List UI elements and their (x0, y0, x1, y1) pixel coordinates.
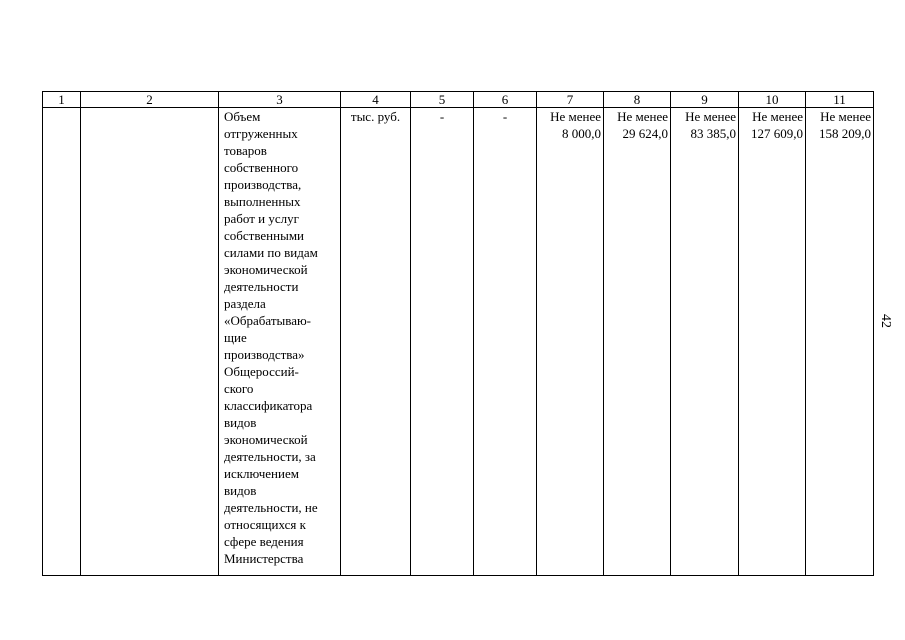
header-cell-7: 7 (537, 92, 604, 108)
header-row (43, 92, 874, 108)
header-cell-5: 5 (411, 92, 474, 108)
target-value-cell-8 (604, 108, 671, 576)
value-amount: 127 609,0 (751, 126, 803, 141)
value-prefix: Не менее (820, 109, 871, 124)
header-cell-10: 10 (739, 92, 806, 108)
target-value-cell-10 (739, 108, 806, 576)
header-cell-4: 4 (341, 92, 411, 108)
base-value-cell-6: - (474, 108, 537, 576)
value-prefix: Не менее (752, 109, 803, 124)
value-amount: 83 385,0 (690, 126, 736, 141)
header-cell-1: 1 (43, 92, 81, 108)
value-prefix: Не менее (685, 109, 736, 124)
table-row (43, 108, 874, 576)
value-amount: 8 000,0 (562, 126, 601, 141)
header-cell-3: 3 (219, 92, 341, 108)
row-number-cell (43, 108, 81, 576)
header-cell-11: 11 (806, 92, 874, 108)
target-value-cell-9 (671, 108, 739, 576)
indicator-name-cell: Объем отгруженных товаров собственного производства, выполненных работ и услуг собственными силами по видам экономической деятельности раздела «Обрабатываю- щие производства» Общероссий- ского классификатора видов экономической деятельности, за исключением видов деятельности, не относящихся к сфере ведения Министерства (219, 108, 341, 576)
header-cell-6: 6 (474, 92, 537, 108)
value-prefix: Не менее (617, 109, 668, 124)
goal-cell (81, 108, 219, 576)
header-cell-9: 9 (671, 92, 739, 108)
target-value-cell-7 (537, 108, 604, 576)
value-amount: 158 209,0 (819, 126, 871, 141)
base-value-cell-5: - (411, 108, 474, 576)
target-value-cell-11 (806, 108, 874, 576)
value-prefix: Не менее (550, 109, 601, 124)
header-cell-8: 8 (604, 92, 671, 108)
indicator-table (42, 91, 874, 576)
header-cell-2: 2 (81, 92, 219, 108)
value-amount: 29 624,0 (622, 126, 668, 141)
unit-cell: тыс. руб. (341, 108, 411, 576)
page-number: 42 (878, 314, 893, 328)
